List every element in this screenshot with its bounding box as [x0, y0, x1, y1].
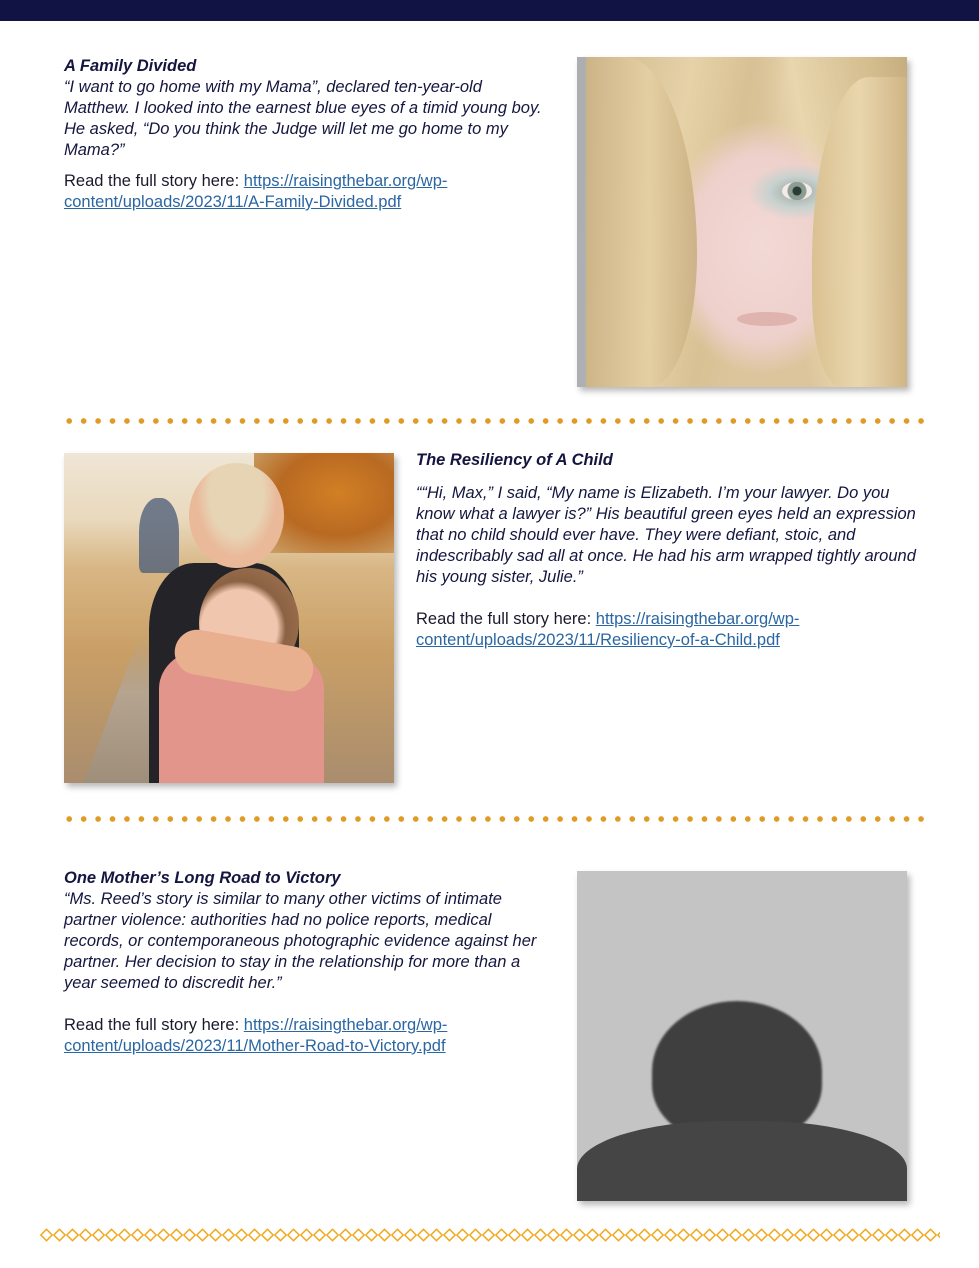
story-title: A Family Divided: [64, 57, 197, 75]
dotted-divider: [62, 815, 928, 823]
photo-woman-head-bowed: [577, 871, 907, 1201]
story-quote: “Ms. Reed’s story is similar to many other victims of intimate partner violence: authorities had no police reports, medical records, or contemporaneous photographic evidence against her partner. Her decision to stay in the relationship for more than a year seemed to discredit her.”: [64, 890, 537, 992]
photo-detail: [577, 1121, 907, 1201]
story-link[interactable]: https://raisingthebar.org/wp-content/uploads/2023/11/Mother-Road-to-Victory.pdf: [64, 1016, 448, 1055]
photo-detail: [577, 57, 697, 387]
story-text-block: [64, 56, 549, 213]
photo-siblings-hugging: [64, 453, 394, 783]
story-quote: ““Hi, Max,” I said, “My name is Elizabeth. I’m your lawyer. Do you know what a lawyer is?” His beautiful green eyes held an expression that no child should ever have. They were defiant, stoic, and indescribably sad all at once. He had his arm wrapped tightly around his young sister, Julie.”: [416, 484, 916, 586]
photo-detail: [652, 1001, 822, 1141]
photo-detail: [782, 182, 812, 200]
photo-detail: [189, 463, 284, 568]
story-link[interactable]: https://raisingthebar.org/wp-content/uploads/2023/11/Resiliency-of-a-Child.pdf: [416, 610, 800, 649]
photo-detail: [737, 312, 797, 326]
story-link[interactable]: https://raisingthebar.org/wp-content/uploads/2023/11/A-Family-Divided.pdf: [64, 172, 448, 211]
dotted-divider: [62, 417, 928, 425]
story-title: The Resiliency of A Child: [416, 451, 613, 469]
top-header-bar: [0, 0, 979, 21]
photo-detail: [812, 77, 907, 387]
story-quote: “I want to go home with my Mama”, declared ten-year-old Matthew. I looked into the earnest blue eyes of a timid young boy. He asked, “Do you think the Judge will let me go home to my Mama?”: [64, 78, 542, 159]
read-more-line: [64, 1015, 549, 1057]
photo-detail: [139, 498, 179, 573]
read-more-label: Read the full story here:: [64, 1016, 244, 1034]
story-title: One Mother’s Long Road to Victory: [64, 869, 341, 887]
read-more-label: Read the full story here:: [64, 172, 244, 190]
story-text-block: [416, 450, 931, 651]
diamond-footer-border: [40, 1228, 940, 1242]
photo-blonde-child: [577, 57, 907, 387]
read-more-line: [416, 609, 931, 651]
story-text-block: [64, 868, 549, 1057]
read-more-label: Read the full story here:: [416, 610, 596, 628]
read-more-line: [64, 171, 549, 213]
